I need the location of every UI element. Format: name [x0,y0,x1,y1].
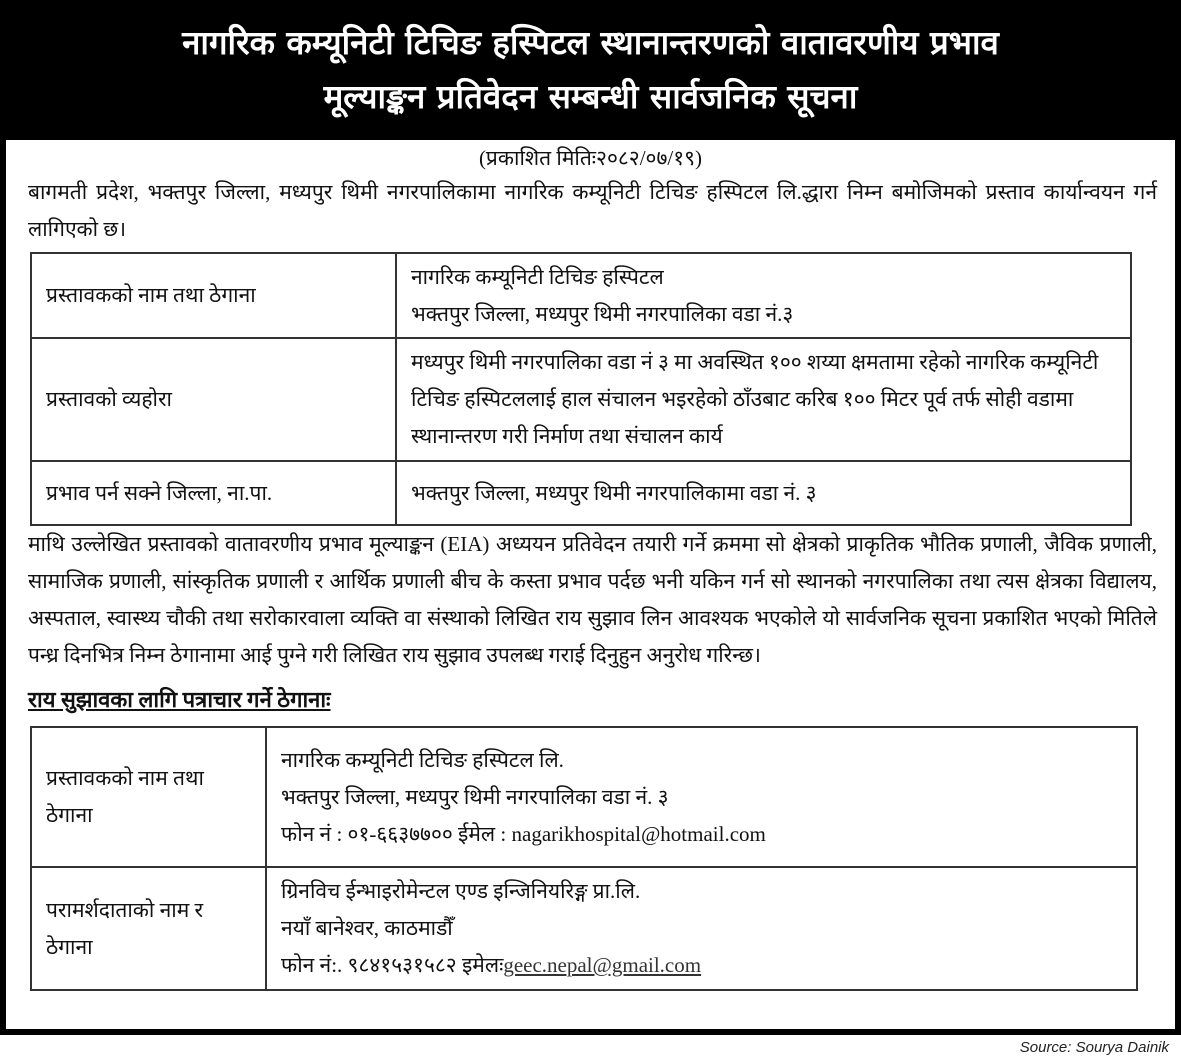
contact-name: ग्रिनविच ईन्भाइरोमेन्टल एण्ड इन्जिनियरिङ्ग प्रा.लि. [281,879,641,903]
proposal-table [30,252,1132,526]
contact-name: नागरिक कम्यूनिटी टिचिङ हस्पिटल लि. [281,747,564,772]
contact-phone-email [281,947,1122,984]
title-line-2: मूल्याङ्कन प्रतिवेदन सम्बन्धी सार्वजनिक सूचना [323,77,858,116]
phone-text: फोन नं:. ९८४१५३१५८२ इमेलः [281,953,504,977]
contact-phone-email [281,816,1122,853]
source-credit: Source: Sourya Dainik [1019,1039,1169,1056]
row-value [266,727,1137,867]
phone-text: फोन नं : ०१-६६३७७०० ईमेल : [281,821,512,846]
row-label: प्रस्तावकको नाम तथा ठेगाना [31,727,266,867]
table-row [31,727,1137,867]
row-value: मध्यपुर थिमी नगरपालिका वडा नं ३ मा अवस्थित १०० शय्या क्षमतामा रहेको नागरिक कम्यूनिटी टिचिङ हस्पिटललाई हाल संचालन भइरहेको ठाँउबाट करिब १०० मिटर पूर्व तर्फ सोही वडामा स्थानान्तरण गरी निर्माण तथा संचालन कार्य [396,338,1131,461]
email-link[interactable]: geec.nepal@gmail.com [503,953,702,977]
value-line: भक्तपुर जिल्ला, मध्यपुर थिमी नगरपालिका वडा नं.३ [411,301,794,326]
value-line: नागरिक कम्यूनिटी टिचिङ हस्पिटल [411,264,664,289]
email-link[interactable]: nagarikhospital@hotmail.com [511,821,766,846]
table-row [31,338,1131,461]
row-value [266,867,1137,990]
row-value [396,253,1131,338]
row-label: परामर्शदाताको नाम र ठेगाना [31,867,266,990]
row-label: प्रभाव पर्न सक्ने जिल्ला, ना.पा. [31,461,396,525]
table-row [31,867,1137,990]
intro-paragraph: बागमती प्रदेश, भक्तपुर जिल्ला, मध्यपुर थिमी नगरपालिकामा नागरिक कम्यूनिटी टिचिङ हस्पिटल लि.द्धारा निम्न बमोजिमको प्रस्ताव कार्यान्वयन गर्न लागिएको छ। [28,180,1157,241]
title-line-1: नागरिक कम्यूनिटी टिचिङ हस्पिटल स्थानान्तरणको वातावरणीय प्रभाव [182,23,999,62]
contact-heading: राय सुझावका लागि पत्राचार गर्ने ठेगानाः [28,687,331,712]
row-label: प्रस्तावको व्यहोरा [31,338,396,461]
contact-address: भक्तपुर जिल्ला, मध्यपुर थिमी नगरपालिका वडा नं. ३ [281,784,669,809]
body-paragraph: माथि उल्लेखित प्रस्तावको वातावरणीय प्रभाव मूल्याङ्कन (EIA) अध्ययन प्रतिवेदन तयारी गर्ने क्रममा सो क्षेत्रको प्राकृतिक भौतिक प्रणाली, जैविक प्रणाली, सामाजिक प्रणाली, सांस्कृतिक प्रणाली र आर्थिक प्रणाली बीच के कस्ता प्रभाव पर्दछ भनी यकिन गर्न सो स्थानको नगरपालिका तथा त्यस क्षेत्रका विद्यालय, अस्पताल, स्वास्थ्य चौकी तथा सरोकारवाला व्यक्ति वा संस्थाको लिखित राय सुझाव लिन आवश्यक भएकोले यो सार्वजनिक सूचना प्रकाशित भएको मितिले पन्ध्र दिनभित्र निम्न ठेगानामा आई पुग्ने गरी लिखित राय सुझाव उपलब्ध गराई दिनुहुन अनुरोध गरिन्छ। [28,532,1157,667]
published-date: (प्रकाशित मितिः२०८२/०७/१९) [478,146,703,170]
notice-title [6,6,1175,140]
table-row [31,461,1131,525]
row-value: भक्तपुर जिल्ला, मध्यपुर थिमी नगरपालिकामा वडा नं. ३ [396,461,1131,525]
contact-address: नयाँ बानेश्वर, काठमाडौँ [281,916,453,940]
table-row [31,253,1131,338]
row-label: प्रस्तावकको नाम तथा ठेगाना [31,253,396,338]
contact-table [30,726,1138,991]
